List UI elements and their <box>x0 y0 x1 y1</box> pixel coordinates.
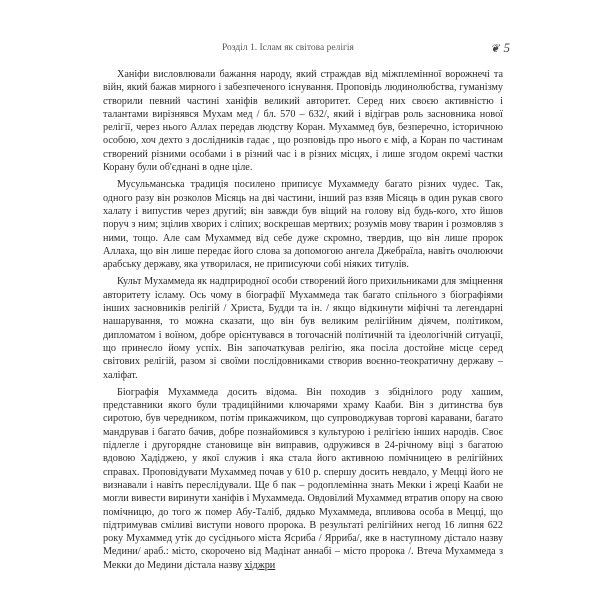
underlined-term: хіджри <box>244 559 276 571</box>
paragraph-3: Культ Мухаммеда як надприродної особи створений його прихильниками для зміцнення авторитету ісламу. Ось чому в біографії Мухаммеда так багато спільного з біографіями інших засновників релігій / Христа, Будди та ін. / якщо відкинути міфічні та легендарні нашарування, то можна сказати, що він був великим релігійним діячем, політиком, дипломатом і воїном, добре орієнтувався в тогочасній політичній та ідеологічній ситуації, що принесло йому успіх. Він започаткував релігію, яка посіла достойне місце серед світових релігій, разом зі своїми послідовниками створив воєнно-теократичну державу – халіфат. <box>103 276 503 381</box>
body-text <box>103 68 503 576</box>
paragraph-4-text: Біографія Мухаммеда досить відома. Він походив з збіднілого роду хашим, представники якого були традиційними ключарями храму Кааби. Він з дитинства був сиротою, був чередником, потім прикажчиком, що супроводжував торгові каравани, багато мандрував і багато бачив, добре познайомився з культурою і релігією інших народів. Своє підлегле і другорядне становище він виправив, одружився в 24-річному віці з багатою вдовою Хадіджею, у якої служив і яка стала його активною помічницею в релігійних справах. Проповідувати Мухаммед почав у 610 р. спершу досить невдало, у Мецці його не визнавали і навіть переслідували. Ще б пак – родоплемінна знать Мекки і жреці Кааби не могли вивести виринути ханіфів і Мухаммеда. Овдовілий Мухаммед втратив опору на свою помічницю, до того ж помер Абу-Таліб, дядько Мухаммеда, впливова особа в Мецці, що підтримував сміливі виступи нового пророка. В результаті релігійних негод 16 липня 622 року Мухаммед утік до сусіднього міста Ясриба / Ярриба/, яке в наступному дістало назву Медини/ араб.: місто, скорочено від Мадінат аннабі – місто пророка /. Втеча Мухаммеда з Мекки до Медини дістала назву <box>103 386 503 571</box>
running-header: Розділ 1. Іслам як світова релігія <box>222 43 354 53</box>
paragraph-2: Мусульманська традиція посилено приписує Мухаммеду багато різних чудес. Так, одного разу він розколов Місяць на дві частини, інший раз взяв Місяць в один рукав свого халату і випустив через другий; він завжди був віщий на голову від будь-кого, хто йшов поруч з ним; зцілив хворих і сліпих; воскрешав мертвих; розумів мову тварин і розмовляв з ними, тощо. Але сам Мухаммед від себе дуже скромно, твердив, що він лише пророк Аллаха, що він лише передає його слова за допомогою ангела Джебраїла, навіть очолюючи арабську державу, яка утворилася, не приписуючи собі ніяких титулів. <box>103 179 503 271</box>
page-number-block <box>490 40 510 56</box>
page-number: 5 <box>503 40 510 55</box>
ornament-icon: ❦ <box>490 42 500 55</box>
paragraph-4 <box>103 386 503 572</box>
paragraph-1: Ханіфи висловлювали бажання народу, який страждав від міжплемінної ворожнечі та війн, який бажав мирного і забезпеченого існування. Проповідь людинолюбства, гуманізму створили певний частині ханіфів великий авторитет. Серед них своєю активністю і талантами вирізнявся Мухам мед / бл. 570 – 632/, який і відіграв роль засновника нової релігії, через нього Аллах передав людству Коран. Мухаммед був, безперечно, історичною особою, хоч дехто з дослідників гадає , що розповідь про нього є міф, а Коран по частинам створений різними особами і в різний час і в різних місцях, і лише згодом окремі частки Корану були об'єднані в одне ціле. <box>103 69 503 174</box>
